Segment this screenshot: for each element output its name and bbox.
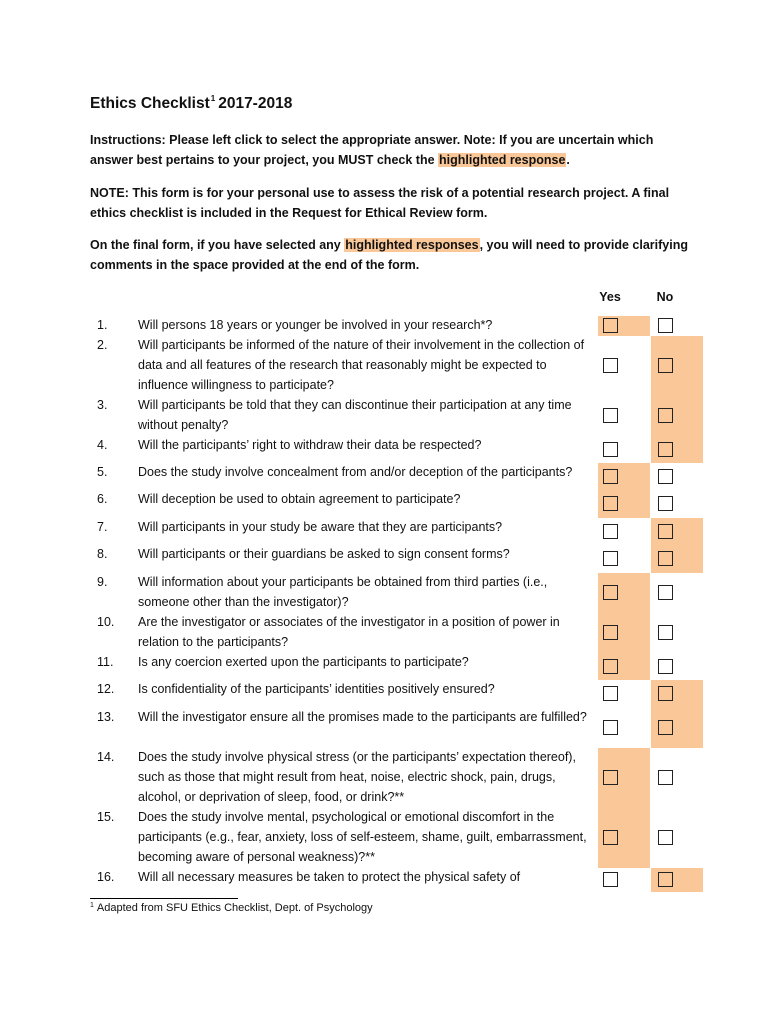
question-number: 2.	[97, 338, 108, 352]
question-text: Will participants or their guardians be asked to sign consent forms?	[138, 547, 510, 561]
yes-checkbox[interactable]	[603, 442, 618, 457]
question-number: 14.	[97, 750, 115, 764]
question-row	[0, 808, 768, 868]
yes-checkbox[interactable]	[603, 496, 618, 511]
final-form-paragraph: On the final form, if you have selected any highlighted responses, you will need to provide clarifying comments in the space provided at the end of the form.	[90, 238, 688, 272]
footnote-mark: 1	[90, 902, 94, 909]
question-text: Will deception be used to obtain agreement to participate?	[138, 492, 461, 506]
yes-checkbox[interactable]	[603, 872, 618, 887]
no-checkbox[interactable]	[658, 551, 673, 566]
question-text: Will the participants’ right to withdraw their data be respected?	[138, 438, 482, 452]
question-number: 4.	[97, 438, 108, 452]
question-number: 16.	[97, 870, 115, 884]
question-row	[0, 613, 768, 653]
yes-checkbox[interactable]	[603, 770, 618, 785]
question-number: 1.	[97, 318, 108, 332]
no-checkbox[interactable]	[658, 358, 673, 373]
question-number: 8.	[97, 547, 108, 561]
question-number: 6.	[97, 492, 108, 506]
instructions-paragraph: Instructions: Please left click to select the appropriate answer. Note: If you are uncertain which answer best pertains to your project, you MUST check the highlighted response.	[90, 133, 654, 167]
yes-checkbox[interactable]	[603, 585, 618, 600]
yes-column-header: Yes	[599, 290, 621, 304]
yes-checkbox[interactable]	[603, 720, 618, 735]
no-checkbox[interactable]	[658, 720, 673, 735]
no-checkbox[interactable]	[658, 585, 673, 600]
footnote-divider	[90, 898, 238, 899]
question-number: 13.	[97, 710, 115, 724]
yes-checkbox[interactable]	[603, 358, 618, 373]
question-row	[0, 436, 768, 463]
highlighted-responses-label: highlighted responses	[345, 238, 479, 252]
question-text: Does the study involve physical stress (or the participants’ expectation thereof), such as those that might result from heat, noise, electric shock, pain, drugs, alcohol, or deprivation of sleep, food, or drink?**	[138, 750, 576, 804]
footnote-text: Adapted from SFU Ethics Checklist, Dept. of Psychology	[96, 902, 373, 914]
question-number: 11.	[97, 655, 114, 669]
question-row	[0, 396, 768, 436]
question-number: 15.	[97, 810, 115, 824]
note-paragraph: NOTE: This form is for your personal use to assess the risk of a potential research project. A final ethics checklist is included in the Request for Ethical Review form.	[90, 186, 670, 220]
no-checkbox[interactable]	[658, 872, 673, 887]
question-row	[0, 463, 768, 490]
question-text: Does the study involve concealment from and/or deception of the participants?	[138, 465, 573, 479]
question-row	[0, 653, 768, 680]
no-checkbox[interactable]	[658, 625, 673, 640]
question-text: Will the investigator ensure all the promises made to the participants are fulfilled?	[138, 710, 587, 724]
no-checkbox[interactable]	[658, 442, 673, 457]
yes-checkbox[interactable]	[603, 830, 618, 845]
question-text: Will participants in your study be aware that they are participants?	[138, 520, 503, 534]
question-text: Is confidentiality of the participants’ identities positively ensured?	[138, 682, 495, 696]
question-row	[0, 748, 768, 808]
yes-checkbox[interactable]	[603, 625, 618, 640]
question-row	[0, 518, 768, 545]
yes-checkbox[interactable]	[603, 659, 618, 674]
question-number: 12.	[97, 682, 115, 696]
question-text: Will persons 18 years or younger be involved in your research*?	[138, 318, 493, 332]
question-text: Will all necessary measures be taken to protect the physical safety of	[138, 870, 521, 884]
question-text: Does the study involve mental, psychological or emotional discomfort in the participants (e.g., fear, anxiety, loss of self-esteem, shame, guilt, embarrassment, becoming aware of personal weakness)?**	[138, 810, 587, 864]
question-text: Will information about your participants be obtained from third parties (i.e., someone other than the investigator)?	[138, 575, 548, 609]
no-checkbox[interactable]	[658, 770, 673, 785]
question-text: Are the investigator or associates of the investigator in a position of power in relation to the participants?	[138, 615, 560, 649]
question-number: 3.	[97, 398, 108, 412]
yes-checkbox[interactable]	[603, 408, 618, 423]
yes-checkbox[interactable]	[603, 469, 618, 484]
question-number: 10.	[97, 615, 115, 629]
question-row	[0, 868, 768, 892]
question-number: 9.	[97, 575, 108, 589]
no-checkbox[interactable]	[658, 469, 673, 484]
no-checkbox[interactable]	[658, 496, 673, 511]
question-row	[0, 545, 768, 573]
no-checkbox[interactable]	[658, 830, 673, 845]
no-checkbox[interactable]	[658, 318, 673, 333]
question-row	[0, 490, 768, 518]
title-footnote-mark: 1	[210, 94, 216, 103]
question-number: 5.	[97, 465, 108, 479]
question-number: 7.	[97, 520, 108, 534]
yes-checkbox[interactable]	[603, 318, 618, 333]
question-text: Will participants be informed of the nature of their involvement in the collection of data and all features of the research that reasonably might be expected to influence willingness to participate?	[138, 338, 585, 392]
no-checkbox[interactable]	[658, 686, 673, 701]
footnote	[90, 902, 373, 914]
no-checkbox[interactable]	[658, 524, 673, 539]
no-column-header: No	[656, 290, 674, 304]
yes-checkbox[interactable]	[603, 551, 618, 566]
highlighted-response-label: highlighted response	[439, 153, 566, 167]
document-title: Ethics Checklist$^1$ 2017-2018	[90, 94, 293, 112]
no-checkbox[interactable]	[658, 659, 673, 674]
question-text: Is any coercion exerted upon the participants to participate?	[138, 655, 469, 669]
question-row	[0, 316, 768, 336]
question-row	[0, 708, 768, 748]
question-row	[0, 573, 768, 613]
yes-checkbox[interactable]	[603, 686, 618, 701]
no-checkbox[interactable]	[658, 408, 673, 423]
question-text: Will participants be told that they can discontinue their participation at any time without penalty?	[138, 398, 572, 432]
question-row	[0, 336, 768, 396]
question-row	[0, 680, 768, 708]
yes-checkbox[interactable]	[603, 524, 618, 539]
